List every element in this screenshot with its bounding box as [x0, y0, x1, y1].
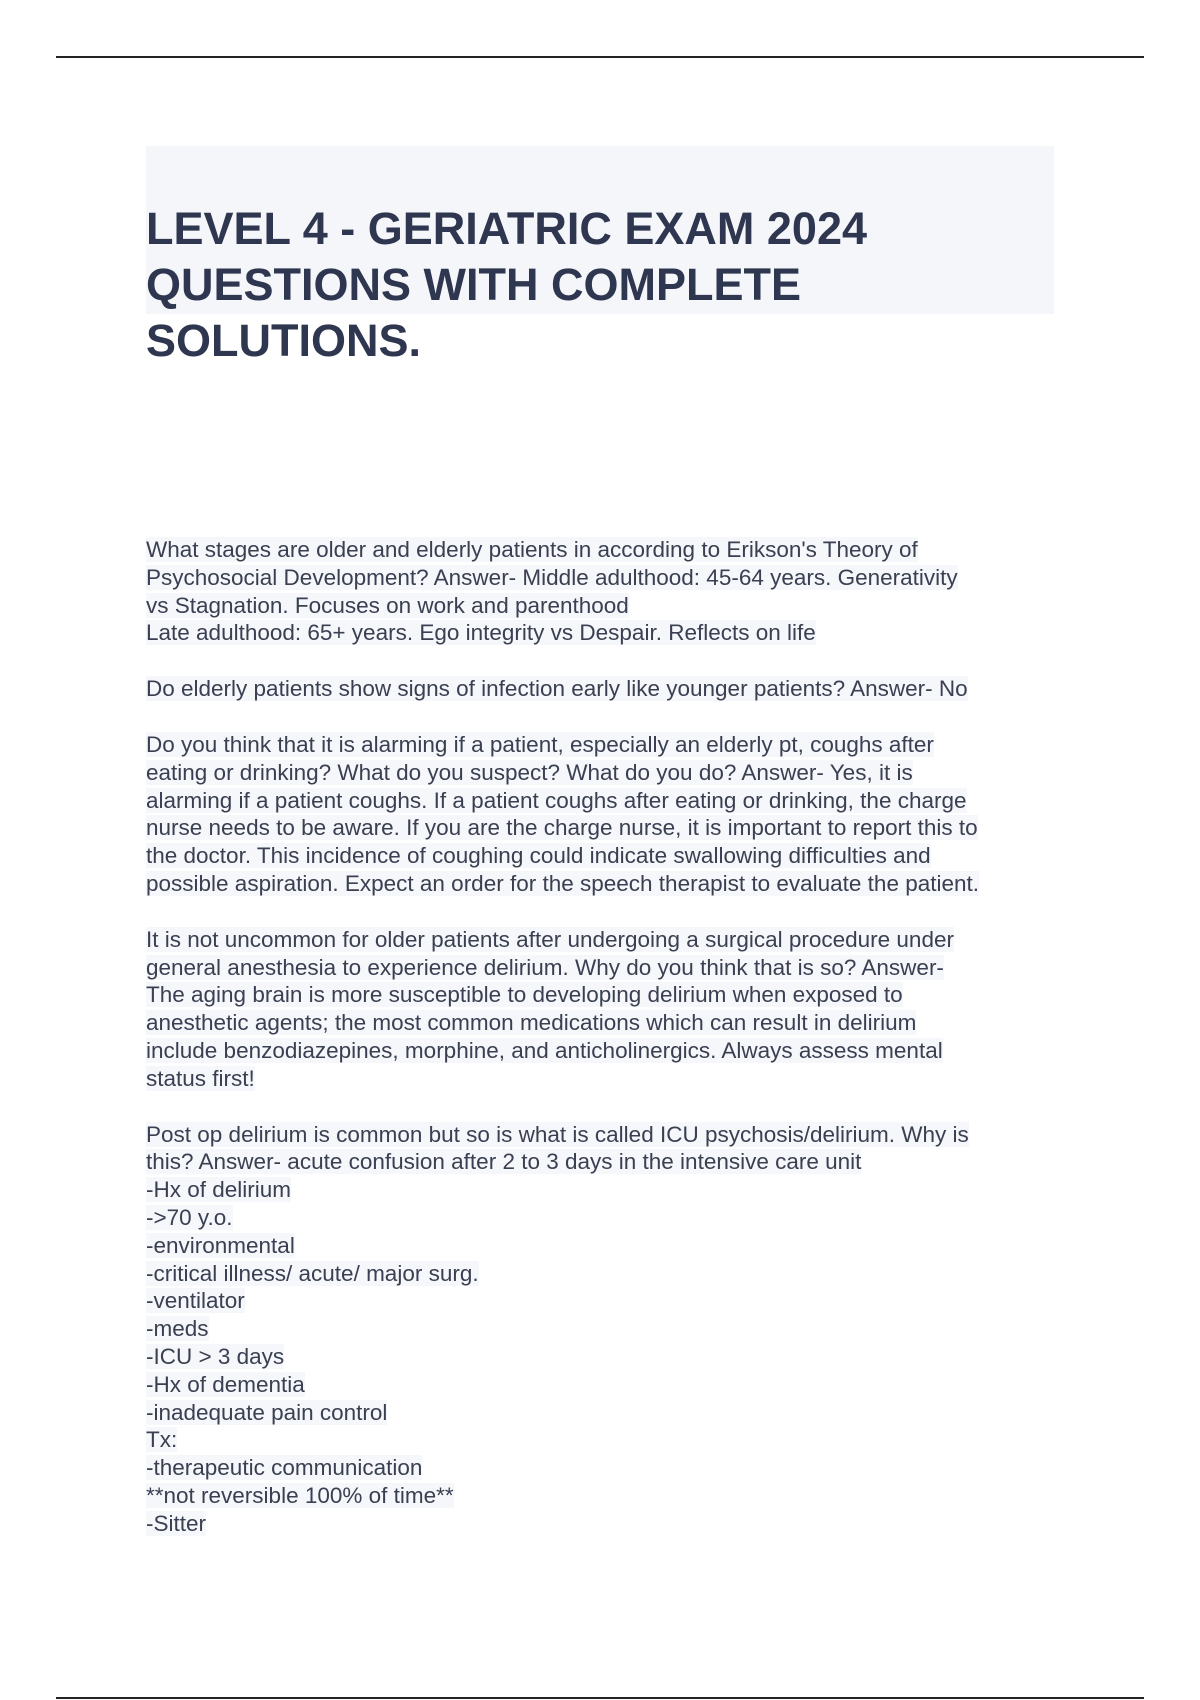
qa-line: The aging brain is more susceptible to developing delirium when exposed to	[146, 982, 903, 1008]
qa-line: -ventilator	[146, 1288, 245, 1314]
qa-line: -Hx of dementia	[146, 1371, 305, 1397]
qa-line: It is not uncommon for older patients after undergoing a surgical procedure under	[146, 926, 954, 952]
document-title	[146, 145, 1046, 369]
qa-line: this? Answer- acute confusion after 2 to 3 days in the intensive care unit	[146, 1149, 862, 1175]
title-line-2: QUESTIONS WITH COMPLETE	[146, 259, 802, 310]
qa-line: vs Stagnation. Focuses on work and parenthood	[146, 592, 629, 618]
qa-line: -Hx of delirium	[146, 1177, 292, 1203]
title-line-1: LEVEL 4 - GERIATRIC EXAM 2024	[146, 203, 868, 254]
qa-line: **not reversible 100% of time**	[146, 1482, 454, 1508]
qa-line: -critical illness/ acute/ major surg.	[146, 1260, 479, 1286]
qa-line: status first!	[146, 1065, 255, 1091]
qa-line: -Sitter	[146, 1510, 207, 1536]
qa-anesthesia-delirium	[146, 926, 1066, 1093]
qa-line: ->70 y.o.	[146, 1204, 233, 1230]
qa-line: Psychosocial Development? Answer- Middle adulthood: 45-64 years. Generativity	[146, 564, 958, 590]
qa-line: the doctor. This incidence of coughing could indicate swallowing difficulties and	[146, 843, 931, 869]
bottom-rule	[56, 1697, 1144, 1699]
qa-line: What stages are older and elderly patients in according to Erikson's Theory of	[146, 537, 918, 562]
qa-line: general anesthesia to experience delirium. Why do you think that is so? Answer-	[146, 954, 944, 980]
qa-line: -meds	[146, 1316, 209, 1342]
qa-line: -ICU > 3 days	[146, 1343, 285, 1369]
qa-line: Tx:	[146, 1427, 178, 1453]
qa-line: eating or drinking? What do you suspect? What do you do? Answer- Yes, it is	[146, 759, 913, 785]
qa-line: Post op delirium is common but so is what is called ICU psychosis/delirium. Why is	[146, 1121, 969, 1147]
top-rule	[56, 56, 1144, 58]
title-line-3: SOLUTIONS.	[146, 315, 422, 366]
qa-line: nurse needs to be aware. If you are the charge nurse, it is important to report this to	[146, 815, 978, 841]
qa-icu-psychosis	[146, 1121, 1066, 1538]
qa-line: -therapeutic communication	[146, 1455, 423, 1481]
qa-line: anesthetic agents; the most common medications which can result in delirium	[146, 1010, 917, 1036]
qa-line: possible aspiration. Expect an order for the speech therapist to evaluate the patient.	[146, 870, 980, 896]
qa-line: -environmental	[146, 1232, 295, 1258]
qa-line: alarming if a patient coughs. If a patient coughs after eating or drinking, the charge	[146, 787, 967, 813]
qa-line: Do elderly patients show signs of infection early like younger patients? Answer- No	[146, 676, 968, 702]
qa-content	[146, 536, 1066, 1566]
qa-line: -inadequate pain control	[146, 1399, 388, 1425]
qa-infection-signs	[146, 675, 1066, 703]
qa-line: Do you think that it is alarming if a patient, especially an elderly pt, coughs after	[146, 731, 934, 757]
qa-coughing-after-eating	[146, 731, 1066, 898]
qa-line: include benzodiazepines, morphine, and anticholinergics. Always assess mental	[146, 1037, 943, 1063]
qa-erikson-stages	[146, 536, 1066, 647]
qa-line: Late adulthood: 65+ years. Ego integrity vs Despair. Reflects on life	[146, 620, 816, 646]
